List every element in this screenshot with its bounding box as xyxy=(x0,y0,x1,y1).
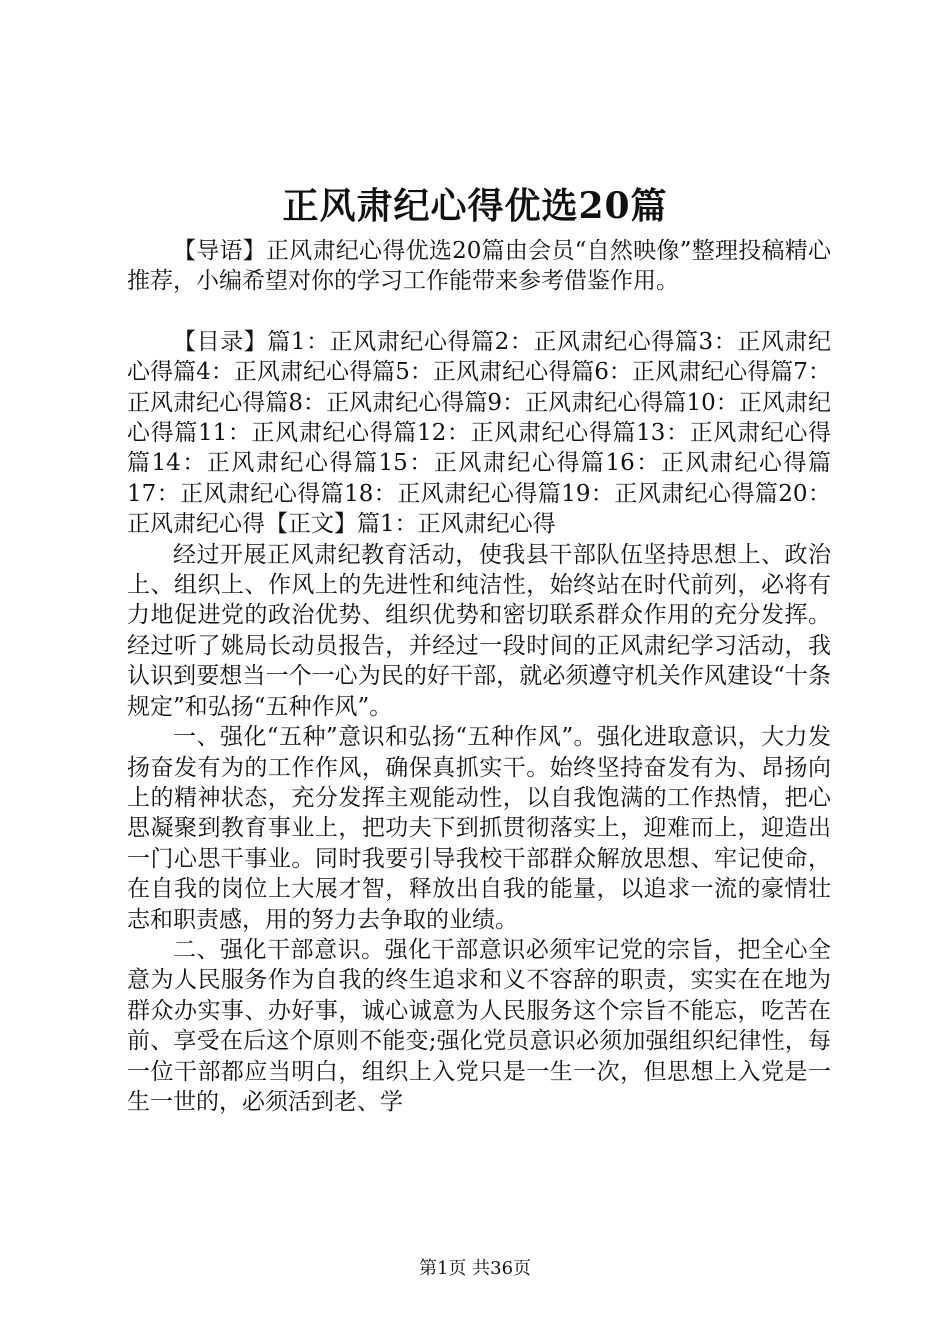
document-body xyxy=(127,236,831,1117)
body-paragraph: 二、强化干部意识。强化干部意识必须牢记党的宗旨，把全心全意为人民服务作为自我的终生追求和义不容辞的职责，实实在在地为群众办实事、办好事，诚心诚意为人民服务这个宗旨不能忘，吃苦在前、享受在后这个原则不能变;强化党员意识必须加强组织纪律性，每一位干部都应当明白，组织上入党只是一生一次，但思想上入党是一生一世的，必须活到老、学 xyxy=(127,936,831,1115)
body-paragraph: 经过开展正风肃纪教育活动，使我县干部队伍坚持思想上、政治上、组织上、作风上的先进性和纯洁性，始终站在时代前列，必将有力地促进党的政治优势、组织优势和密切联系群众作用的充分发挥。经过听了姚局长动员报告，并经过一段时间的正风肃纪学习活动，我认识到要想当一个一心为民的好干部，就必须遵守机关作风建设“十条规定”和弘扬“五种作风”。 xyxy=(127,541,831,720)
intro-paragraph: 【导语】正风肃纪心得优选20篇由会员“自然映像”整理投稿精心推荐，小编希望对你的学习工作能带来参考借鉴作用。 xyxy=(127,238,831,295)
toc-paragraph: 【目录】篇1：正风肃纪心得篇2：正风肃纪心得篇3：正风肃纪心得篇4：正风肃纪心得篇5：正风肃纪心得篇6：正风肃纪心得篇7：正风肃纪心得篇8：正风肃纪心得篇9：正风肃纪心得篇10：正风肃纪心得篇11：正风肃纪心得篇12：正风肃纪心得篇13：正风肃纪心得篇14：正风肃纪心得篇15：正风肃纪心得篇16：正风肃纪心得篇17：正风肃纪心得篇18：正风肃纪心得篇19：正风肃纪心得篇20：正风肃纪心得【正文】篇1：正风肃纪心得 xyxy=(127,328,831,538)
document-title: 正风肃纪心得优选20篇 xyxy=(282,185,668,227)
body-paragraph: 一、强化“五种”意识和弘扬“五种作风”。强化进取意识，大力发扬奋发有为的工作作风，确保真抓实干。始终坚持奋发有为、昂扬向上的精神状态，充分发挥主观能动性，以自我饱满的工作热情，把心思凝聚到教育事业上，把功夫下到抓贯彻落实上，迎难而上，迎造出一门心思干事业。同时我要引导我校干部群众解放思想、牢记使命，在自我的岗位上大展才智，释放出自我的能量，以追求一流的豪情壮志和职责感，用的努力去争取的业绩。 xyxy=(127,724,831,933)
page-footer: 第1页 共36页 xyxy=(418,1258,532,1279)
